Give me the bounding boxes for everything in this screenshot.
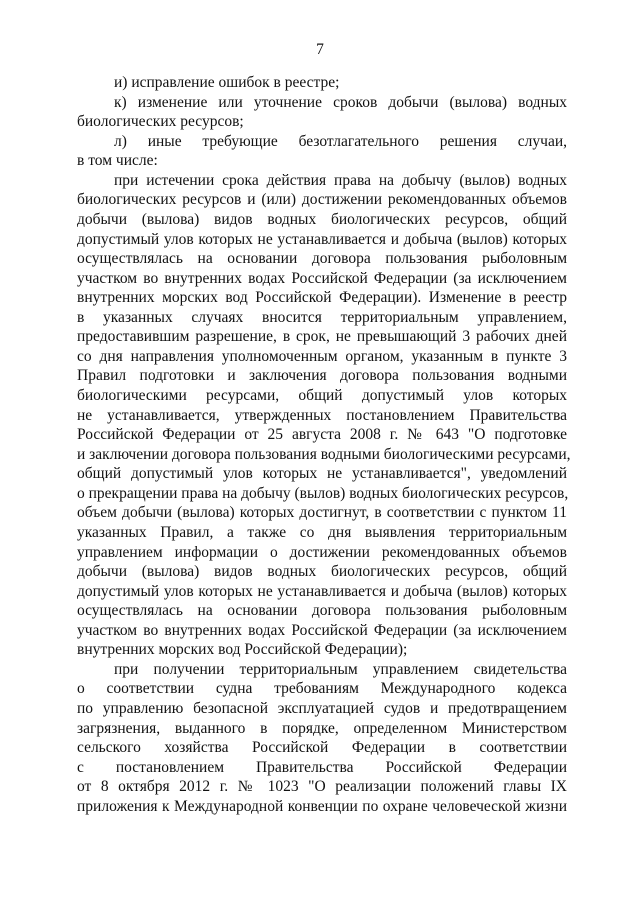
text-line: загрязнения, выданного в порядке, определенном Министерством [77,719,567,737]
text-line: со дня направления уполномоченным органом, указанным в пункте 3 [77,347,567,365]
page-number: 7 [316,41,324,58]
text-line: при получении территориальным управлением свидетельства [114,660,567,678]
text-line: при истечении срока действия права на добычу (вылов) водных [114,171,567,189]
text-line: управлением информации о достижении рекомендованных объемов [77,543,567,561]
text-line: с постановлением Правительства Российской Федерации [77,758,567,776]
text-line: указанных Правил, а также со дня выявления территориальным [77,523,567,541]
text-line: осуществлялась на основании договора пользования рыболовным [77,602,567,620]
text-line: биологическими ресурсами, общий допустимый улов которых [77,387,567,404]
text-line: Правил подготовки и заключения договора пользования водными [77,367,567,385]
text-line: о прекращении права на добычу (вылов) водных биологических ресурсов, [77,484,569,502]
text-line: не устанавливается, утвержденных постановлением Правительства [77,406,567,424]
text-line: в указанных случаях вносится территориальным управлением, [77,308,567,326]
text-line: объем добычи (вылова) которых достигнут, в соответствии с пунктом 11 [77,504,567,522]
text-line: л) иные требующие безотлагательного решения случаи, [114,132,567,150]
text-line: о соответствии судна требованиям Международного кодекса [77,680,567,698]
text-line: по управлению безопасной эксплуатацией судов и предотвращением [77,700,567,717]
text-line: участком во внутренних водах Российской Федерации (за исключением [77,269,567,287]
text-line: добычи (вылова) видов водных биологических ресурсов, общий [77,563,567,581]
text-line: допустимый улов которых не устанавливается и добыча (вылов) которых [77,230,567,248]
text-line: биологических ресурсов; [77,113,244,131]
text-line: к) изменение или уточнение сроков добычи (вылова) водных [114,93,567,111]
text-line: осуществлялась на основании договора пользования рыболовным [77,250,567,268]
text-line: допустимый улов которых не устанавливается и добыча (вылов) которых [77,582,567,600]
text-line: и заключении договора пользования водными биологическими ресурсами, [77,445,571,463]
text-line: сельского хозяйства Российской Федерации в соответствии [77,739,567,757]
text-line: добычи (вылова) видов водных биологических ресурсов, общий [77,210,567,228]
text-line: от 8 октября 2012 г. № 1023 "О реализации положений главы IX [77,778,567,796]
text-line: Российской Федерации от 25 августа 2008 г. № 643 "О подготовке [77,426,567,444]
text-line: предоставившим разрешение, в срок, не превышающий 3 рабочих дней [77,328,567,346]
document-body [77,73,571,816]
text-line: внутренних морских вод Российской Федерации); [77,641,408,659]
text-line: приложения к Международной конвенции по охране человеческой жизни [77,797,567,815]
text-line: участком во внутренних водах Российской Федерации (за исключением [77,621,567,639]
text-line: внутренних морских вод Российской Федерации). Изменение в реестр [77,289,567,307]
text-line: биологических ресурсов и (или) достижении рекомендованных объемов [77,191,567,209]
text-line: общий допустимый улов которых не устанавливается", уведомлений [77,465,567,483]
text-line: в том числе: [77,152,158,170]
text-line: и) исправление ошибок в реестре; [114,74,340,91]
